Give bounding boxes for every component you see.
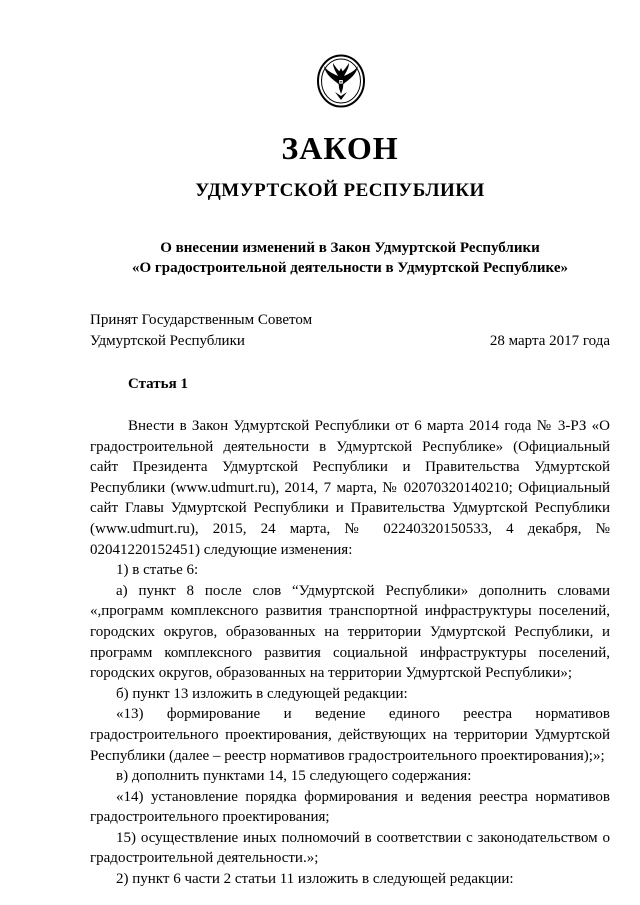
paragraph: Внести в Закон Удмуртской Республики от 6 марта 2014 года № 3-РЗ «О градостроительной деятельности в Удмуртской Республике» (Официальный сайт Президента Удмуртской Республики и Правительства Удмуртской Республики (www.udmurt.ru), 2014, 7 марта, № 02070320140210; Официальный сайт Главы Удмуртской Республики и Правительства Удмуртской Республики (www.udmurt.ru), 2015, 24 марта, № 02240320150533, 4 декабря, № 02041220152451) следующие изменения: <box>90 418 610 558</box>
document-title: ЗАКОН <box>281 130 399 166</box>
paragraph: «13) формирование и ведение единого реестра нормативов градостроительного проектирования, действующих на территории Удмуртской Республики (далее – реестр нормативов градостроительного проектирования);»; <box>90 706 610 764</box>
paragraph: б) пункт 13 изложить в следующей редакции: <box>116 685 408 702</box>
adopted-by-line-2: Удмуртской Республики <box>90 333 245 349</box>
document-subtitle: УДМУРТСКОЙ РЕСПУБЛИКИ <box>195 180 485 201</box>
law-heading <box>90 238 610 278</box>
paragraph: 1) в статье 6: <box>116 562 199 579</box>
paragraph: «14) установление порядка формирования и ведения реестра нормативов градостроительного проектирования; <box>90 788 610 826</box>
adopted-by-row <box>90 331 610 352</box>
udmurt-coat-of-arms-icon <box>316 54 366 108</box>
paragraph: 15) осуществление иных полномочий в соответствии с законодательством о градостроительной деятельности.»; <box>90 829 610 867</box>
law-heading-line-2: «О градостроительной деятельности в Удмуртской Республике» <box>132 260 568 276</box>
paragraph: 2) пункт 6 части 2 статьи 11 изложить в следующей редакции: <box>116 871 514 888</box>
paragraph: в) дополнить пунктами 14, 15 следующего содержания: <box>116 768 472 785</box>
law-heading-line-1: О внесении изменений в Закон Удмуртской Республики <box>160 240 540 256</box>
adoption-date: 28 марта 2017 года <box>489 333 610 349</box>
paragraph: а) пункт 8 после слов “Удмуртской Республики» дополнить словами «,программ комплексного развития транспортной инфраструктуры поселений, городских округов, образованных на территории Удмуртской Республики, и программ комплексного развития социальной инфраструктуры поселений, городских округов, образованных на территории Удмуртской Республики»; <box>90 582 610 682</box>
adopted-by-line-1: Принят Государственным Советом <box>90 312 313 328</box>
article-body <box>90 416 610 890</box>
article-title: Статья 1 <box>128 376 188 392</box>
adoption-block <box>90 310 610 352</box>
emblem-graphic <box>316 54 366 108</box>
